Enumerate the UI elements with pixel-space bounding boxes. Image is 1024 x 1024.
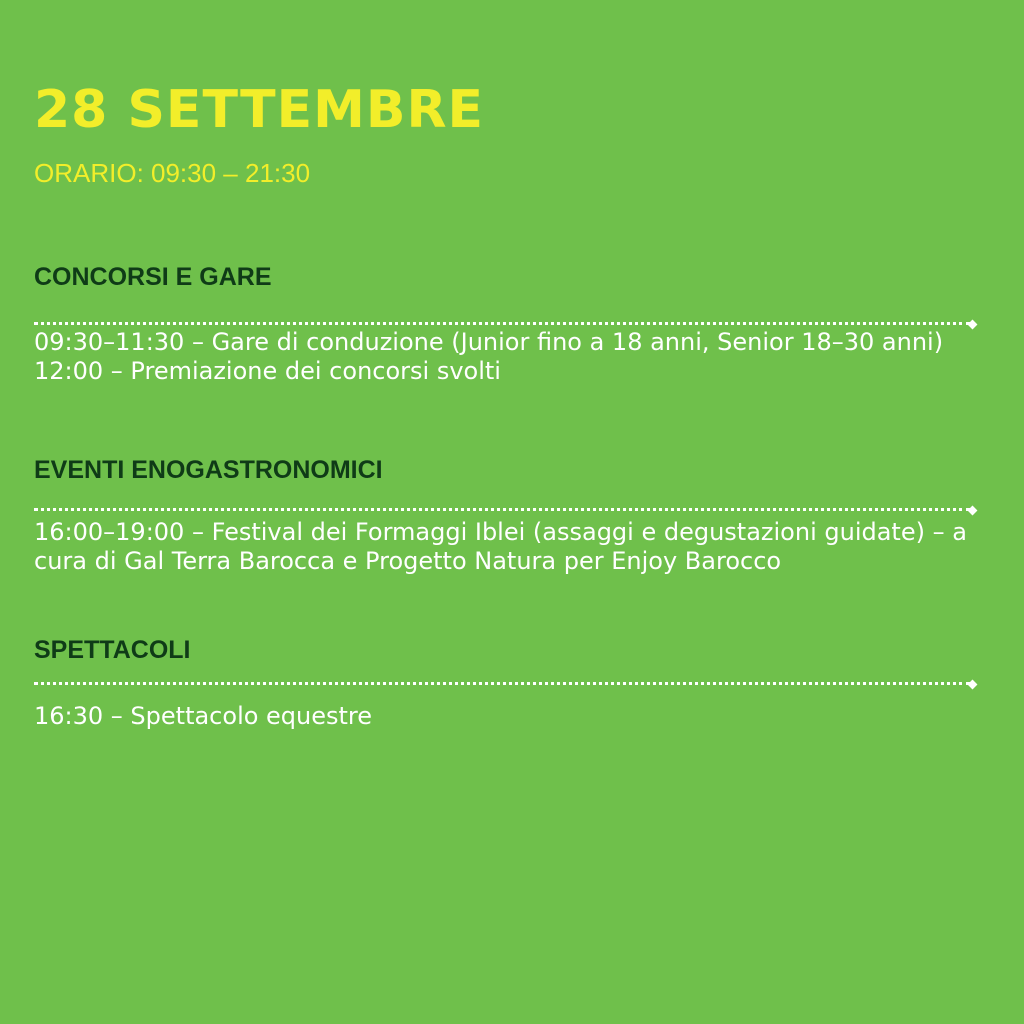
divider-end-marker [968,506,978,516]
section-entries-concorsi [34,328,984,385]
list-item: 12:00 – Premiazione dei concorsi svolti [34,356,501,385]
section-divider [34,682,970,685]
section-entries-spettacoli [34,702,984,731]
section-divider [34,322,970,325]
section-heading-concorsi: CONCORSI E GARE [34,263,272,291]
section-divider [34,508,970,511]
section-heading-eventi: EVENTI ENOGASTRONOMICI [34,456,383,484]
divider-end-marker [968,680,978,690]
list-item: 16:30 – Spettacolo equestre [34,702,373,730]
page-title: 28 SETTEMBRE [34,80,485,140]
opening-hours: ORARIO: 09:30 – 21:30 [34,158,311,188]
list-item: 09:30–11:30 – Gare di conduzione (Junior fino a 18 anni, Senior 18–30 anni) [34,328,944,356]
list-item: 16:00–19:00 – Festival dei Formaggi Iblei (assaggi e degustazioni guidate) – a cura di Gal Terra Barocca e Progetto Natura per Enjoy Barocco [34,518,967,575]
section-entries-eventi [34,518,984,575]
section-heading-spettacoli: SPETTACOLI [34,636,191,664]
